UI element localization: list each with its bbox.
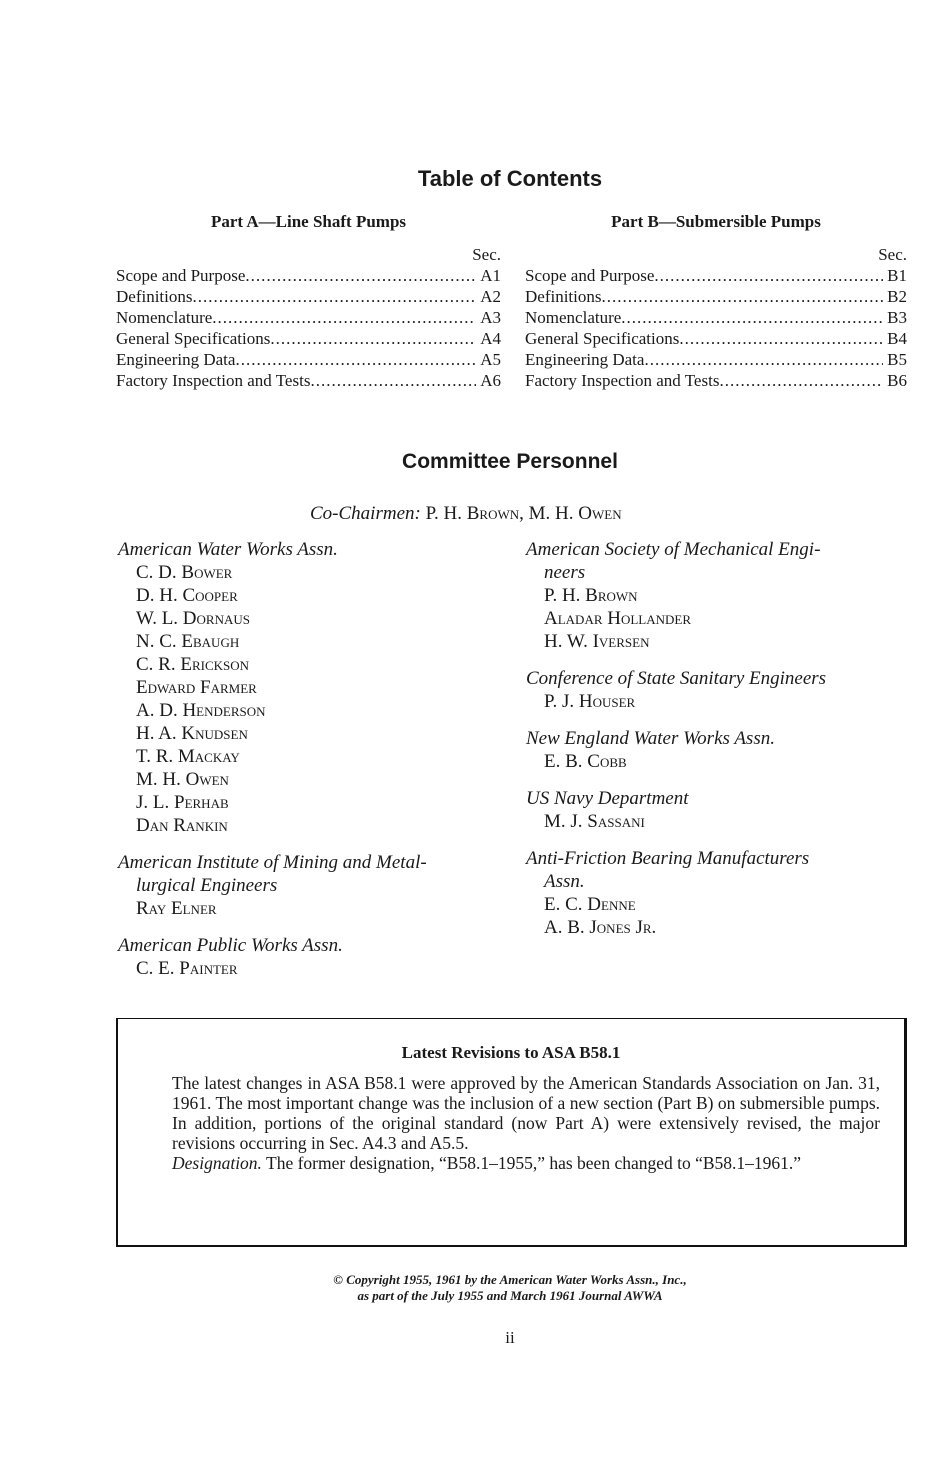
toc-entry-label: Scope and Purpose [116, 266, 246, 285]
toc-entry-section: B4 [887, 329, 907, 348]
leader-dots [270, 328, 476, 349]
toc-entry [116, 328, 501, 349]
organization-name [526, 667, 916, 690]
organization-block [526, 727, 916, 773]
toc-part-a [116, 212, 501, 391]
toc-entry-section: A6 [480, 371, 501, 390]
committee-member: A. D. Henderson [136, 700, 266, 721]
copyright-line-1: © Copyright 1955, 1961 by the American Water Works Assn., Inc., [333, 1272, 687, 1287]
designation-paragraph [172, 1153, 880, 1173]
committee-member: J. L. Perhab [136, 792, 229, 813]
toc-entry [116, 265, 501, 286]
part-a-title: Part A—Line Shaft Pumps [210, 212, 407, 231]
toc-entry [525, 265, 907, 286]
toc-entry-label: Scope and Purpose [525, 266, 655, 285]
co-chairmen-label: Co-Chairmen: [310, 503, 421, 524]
toc-part-b [525, 212, 907, 391]
leader-dots [602, 286, 884, 307]
committee-member: D. H. Cooper [136, 585, 238, 606]
toc-entry [116, 349, 501, 370]
committee-member: H. A. Knudsen [136, 723, 248, 744]
toc-entry [525, 370, 907, 391]
org-column-right [526, 538, 916, 953]
toc-entry-section: A5 [480, 350, 501, 369]
sec-column-header: Sec. [472, 245, 501, 264]
copyright-line-2: as part of the July 1955 and March 1961 Journal AWWA [357, 1288, 663, 1303]
toc-entry-section: B6 [887, 371, 907, 390]
toc-entry-section: A3 [480, 308, 501, 327]
toc-entry-section: A4 [480, 329, 501, 348]
leader-dots [235, 349, 476, 370]
committee-member: P. J. Houser [544, 691, 636, 712]
part-b-title: Part B—Submersible Pumps [611, 212, 821, 231]
toc-entry-section: B5 [887, 350, 907, 369]
toc-entry [525, 328, 907, 349]
toc-entry-section: B2 [887, 287, 907, 306]
toc-entry [116, 370, 501, 391]
committee-member: N. C. Ebaugh [136, 631, 240, 652]
leader-dots [644, 349, 883, 370]
toc-entry [525, 307, 907, 328]
leader-dots [245, 265, 476, 286]
organization-block [526, 847, 916, 939]
toc-entry-label: Definitions [525, 287, 602, 306]
toc-part-b-entries [525, 265, 907, 391]
toc-part-a-entries [116, 265, 501, 391]
toc-entry [116, 307, 501, 328]
organization-block [526, 538, 916, 653]
toc-entry-label: Factory Inspection and Tests [116, 371, 311, 390]
organization-name-text: American Water Works Assn. [118, 539, 338, 560]
organization-block [526, 787, 916, 833]
committee-member: C. D. Bower [136, 562, 233, 583]
leader-dots [621, 307, 883, 328]
organization-name-continued: Assn. [544, 871, 585, 892]
committee-member: E. C. Denne [544, 894, 636, 915]
organization-name [118, 538, 518, 561]
committee-member: Edward Farmer [136, 677, 257, 698]
committee-member: C. R. Erickson [136, 654, 250, 675]
organization-block [118, 851, 518, 920]
organization-name-continued: lurgical Engineers [136, 875, 278, 896]
co-chairmen-names: P. H. Brown, M. H. Owen [425, 503, 622, 524]
leader-dots [193, 286, 477, 307]
leader-dots [654, 265, 883, 286]
organization-name-text: US Navy Department [526, 788, 689, 809]
toc-entry [525, 286, 907, 307]
copyright-notice [0, 1272, 950, 1304]
revisions-paragraph: The latest changes in ASA B58.1 were approved by the American Standards Association on Jan. 31, 1961. The most important change was the inclusion of a new section (Part B) on submersible pumps. In addition, portions of the original standard (now Part A) were extensively revised, the major revisions occurring in Sec. A4.3 and A5.5. [172, 1073, 880, 1153]
organization-name-continued: neers [544, 562, 586, 583]
toc-title: Table of Contents [417, 166, 603, 191]
committee-member: P. H. Brown [544, 585, 638, 606]
committee-title: Committee Personnel [402, 450, 618, 473]
leader-dots [310, 370, 476, 391]
toc-entry [525, 349, 907, 370]
page-number: ii [505, 1328, 515, 1347]
committee-member: C. E. Painter [136, 958, 238, 979]
toc-entry [116, 286, 501, 307]
toc-entry-label: General Specifications [525, 329, 680, 348]
toc-entry-label: Nomenclature [525, 308, 622, 327]
organization-name-text: American Society of Mechanical Engi- [526, 539, 821, 560]
organization-name-text: American Public Works Assn. [118, 935, 343, 956]
toc-entry-section: B3 [887, 308, 907, 327]
co-chairmen-line [310, 503, 622, 525]
organization-name-text: American Institute of Mining and Metal- [118, 852, 427, 873]
committee-member: M. J. Sassani [544, 811, 645, 832]
committee-member: Aladar Hollander [544, 608, 692, 629]
toc-entry-section: B1 [887, 266, 907, 285]
organization-name [118, 851, 518, 897]
committee-member: Dan Rankin [136, 815, 228, 836]
leader-dots [212, 307, 476, 328]
organization-name-text: New England Water Works Assn. [526, 728, 775, 749]
committee-member: W. L. Dornaus [136, 608, 250, 629]
toc-entry-label: General Specifications [116, 329, 271, 348]
organization-name [118, 934, 518, 957]
organization-block [526, 667, 916, 713]
toc-entry-label: Nomenclature [116, 308, 213, 327]
toc-entry-label: Definitions [116, 287, 193, 306]
toc-entry-label: Engineering Data [525, 350, 645, 369]
committee-member: E. B. Cobb [544, 751, 627, 772]
committee-member: A. B. Jones Jr. [544, 917, 657, 938]
designation-text: The former designation, “B58.1–1955,” has been changed to “B58.1–1961.” [266, 1153, 802, 1173]
toc-entry-label: Engineering Data [116, 350, 236, 369]
committee-member: H. W. Iversen [544, 631, 650, 652]
organization-name-text: Anti-Friction Bearing Manufacturers [526, 848, 810, 869]
revisions-title: Latest Revisions to ASA B58.1 [401, 1043, 621, 1062]
revisions-box [116, 1018, 907, 1247]
organization-name-text: Conference of State Sanitary Engineers [526, 668, 827, 689]
committee-member: Ray Elner [136, 898, 217, 919]
organization-name [526, 538, 916, 584]
organization-block [118, 934, 518, 980]
org-column-left [118, 538, 518, 994]
organization-name [526, 847, 916, 893]
leader-dots [719, 370, 883, 391]
revisions-body [172, 1073, 880, 1173]
leader-dots [679, 328, 883, 349]
committee-member: T. R. Mackay [136, 746, 240, 767]
toc-entry-section: A1 [480, 266, 501, 285]
organization-name [526, 727, 916, 750]
designation-label: Designation. [172, 1153, 262, 1173]
sec-column-header: Sec. [878, 245, 907, 264]
organization-name [526, 787, 916, 810]
toc-entry-section: A2 [480, 287, 501, 306]
organization-block [118, 538, 518, 837]
committee-member: M. H. Owen [136, 769, 229, 790]
toc-entry-label: Factory Inspection and Tests [525, 371, 720, 390]
